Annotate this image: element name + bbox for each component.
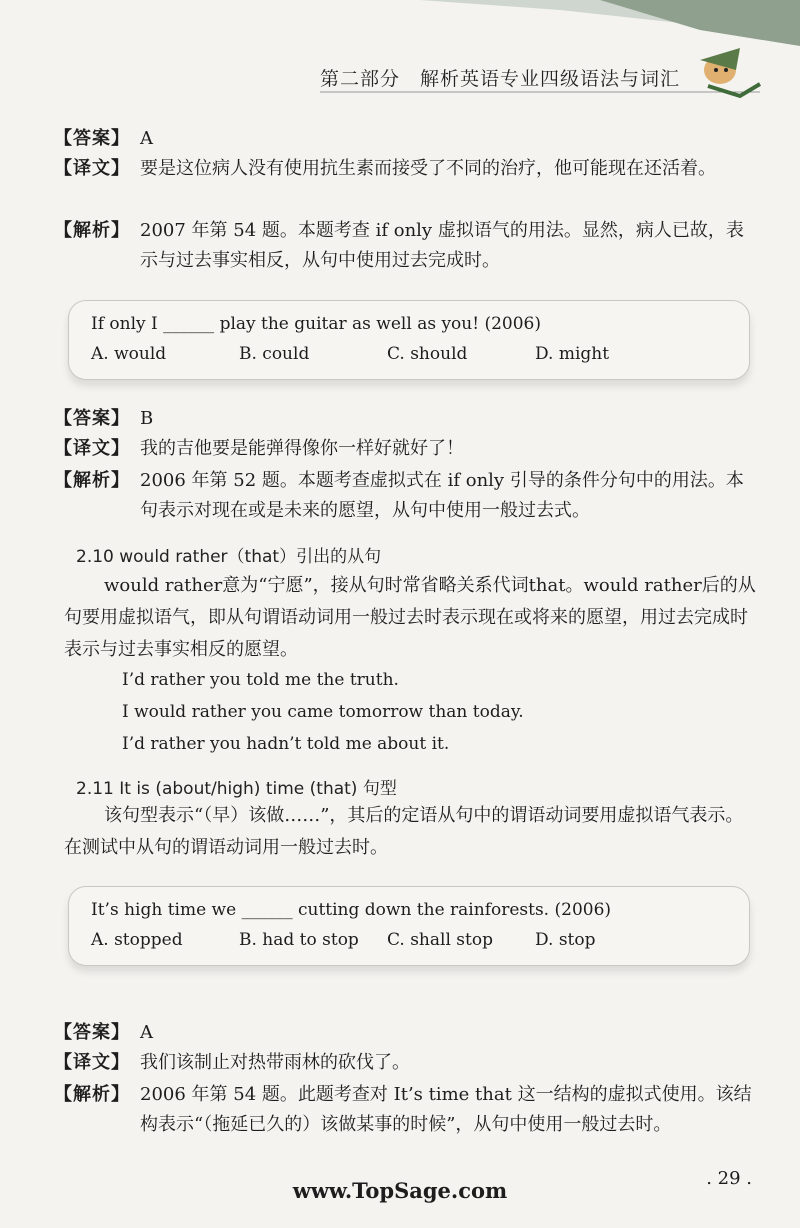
option-c: C. shall stop: [387, 930, 493, 950]
translation-entry: [54, 154, 754, 184]
option-d: D. might: [535, 344, 610, 364]
option-d: D. stop: [535, 930, 596, 950]
option-a: A. stopped: [91, 930, 183, 950]
example-sentence: I’d rather you told me the truth.: [122, 670, 399, 690]
answer-entry: [54, 1018, 754, 1048]
answer-value: A: [140, 1022, 153, 1043]
translation-entry: [54, 434, 754, 464]
question-stem: It’s high time we ______ cutting down the rainforests. (2006): [91, 900, 612, 920]
analysis-tag: 【解析】: [54, 220, 130, 241]
analysis-text: 2007 年第 54 题。本题考查 if only 虚拟语气的用法。显然，病人已故，表示与过去事实相反，从句中使用过去完成时。: [140, 220, 744, 271]
answer-entry: [54, 124, 754, 154]
option-b: B. had to stop: [239, 930, 359, 950]
translation-text: 我们该制止对热带雨林的砍伐了。: [140, 1052, 410, 1073]
example-sentence: I would rather you came tomorrow than today.: [122, 702, 524, 722]
answer-value: B: [140, 408, 154, 429]
translation-text: 我的吉他要是能弹得像你一样好就好了！: [140, 438, 464, 459]
page-number: . 29 .: [706, 1168, 752, 1189]
analysis-entry: [54, 1080, 754, 1140]
question-box: [68, 300, 750, 380]
footer-url[interactable]: www.TopSage.com: [292, 1178, 508, 1203]
section-paragraph: would rather意为“宁愿”，接从句时常省略关系代词that。would rather后的从句要用虚拟语气，即从句谓语动词用一般过去时表示现在或将来的愿望，用过去完成时表示与过去事实相反的愿望。: [64, 575, 756, 660]
analysis-entry: [54, 466, 754, 526]
section-heading-2-10: 2.10 would rather（that）引出的从句: [76, 547, 382, 567]
question-options: [91, 925, 749, 955]
analysis-tag: 【解析】: [54, 1084, 130, 1105]
answer-tag: 【答案】: [54, 408, 130, 429]
section-heading-2-11: 2.11 It is (about/high) time (that) 句型: [76, 779, 397, 799]
translation-tag: 【译文】: [54, 158, 130, 179]
question-box: [68, 886, 750, 966]
answer-value: A: [140, 128, 153, 149]
question-stem: If only I ______ play the guitar as well as you! (2006): [91, 314, 542, 334]
translation-tag: 【译文】: [54, 1052, 130, 1073]
question-options: [91, 339, 749, 369]
answer-entry: [54, 404, 754, 434]
analysis-text: 2006 年第 54 题。此题考查对 It’s time that 这一结构的虚拟式使用。该结构表示“（拖延已久的）该做某事的时候”，从句中使用一般过去时。: [140, 1084, 752, 1135]
answer-tag: 【答案】: [54, 128, 130, 149]
analysis-text: 2006 年第 52 题。本题考查虚拟式在 if only 引导的条件分句中的用法。本句表示对现在或是未来的愿望，从句中使用一般过去式。: [140, 470, 744, 521]
option-b: B. could: [239, 344, 310, 364]
translation-text: 要是这位病人没有使用抗生素而接受了不同的治疗，他可能现在还活着。: [140, 158, 716, 179]
running-header: 第二部分 解析英语专业四级语法与词汇: [319, 68, 680, 90]
analysis-tag: 【解析】: [54, 470, 130, 491]
option-c: C. should: [387, 344, 468, 364]
example-sentence: I’d rather you hadn’t told me about it.: [122, 734, 450, 754]
section-paragraph: 该句型表示“（早）该做……”，其后的定语从句中的谓语动词要用虚拟语气表示。在测试中从句的谓语动词用一般过去时。: [64, 805, 744, 858]
answer-tag: 【答案】: [54, 1022, 130, 1043]
analysis-entry: [54, 216, 754, 276]
option-a: A. would: [91, 344, 167, 364]
translation-tag: 【译文】: [54, 438, 130, 459]
translation-entry: [54, 1048, 754, 1078]
